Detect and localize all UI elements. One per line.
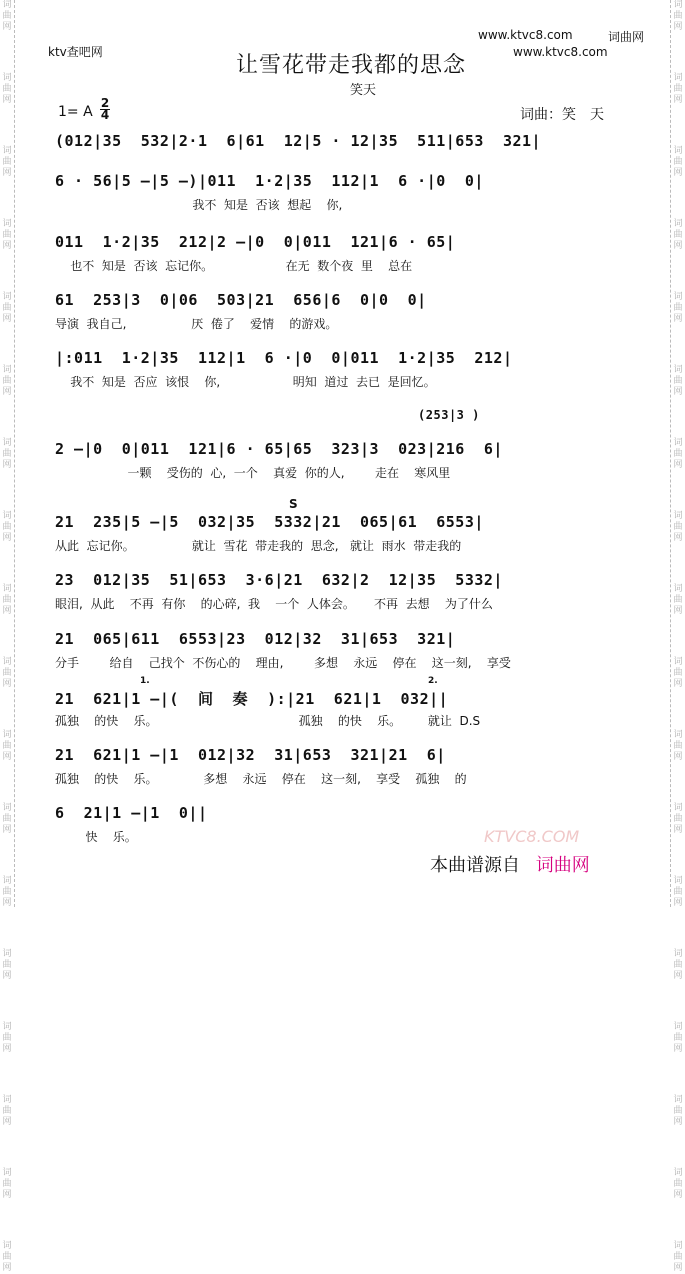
side-watermark-text: 词曲网 [2, 730, 12, 762]
lyrics-row: 也不 知是 否该 忘记你。 在无 数个夜 里 总在 [55, 259, 413, 273]
lyrics-row: 眼泪, 从此 不再 有你 的心碎, 我 一个 人体会。 不再 去想 为了什么 [55, 597, 493, 611]
side-watermark-text: 词曲网 [673, 1095, 683, 1127]
source-footer [430, 851, 590, 877]
notation-row: 2 –|0 0|011 121|6 · 65|65 323|3 023|216 6| [55, 440, 503, 458]
side-watermark-text: 词曲网 [2, 0, 12, 32]
lyrics-row: 一颗 受伤的 心, 一个 真爱 你的人, 走在 寒风里 [55, 466, 451, 480]
side-watermark-text: 词曲网 [2, 1168, 12, 1200]
side-watermark-text: 词曲网 [673, 511, 683, 543]
lyrics-row: 我不 知是 否应 该恨 你, 明知 道过 去已 是回忆。 [55, 375, 436, 389]
time-signature [100, 98, 110, 121]
source-footer-prefix: 本曲谱源自 [430, 855, 520, 876]
site-brand-1: 词曲网 [608, 30, 645, 44]
volta-1-mark: 1. [140, 676, 150, 686]
key-signature: 1= A [58, 104, 93, 120]
lyrics-row: 孤独 的快 乐。 孤独 的快 乐。 就让 D.S [55, 714, 481, 728]
side-watermark-text: 词曲网 [673, 219, 683, 251]
site-url-2: www.ktvc8.com [513, 45, 608, 59]
side-watermark-text: 词曲网 [673, 657, 683, 689]
side-watermark-text: 词曲网 [2, 1022, 12, 1054]
side-watermark-text: 词曲网 [2, 511, 12, 543]
right-watermark-strip [670, 0, 685, 1273]
side-watermark-text: 词曲网 [2, 1241, 12, 1273]
notation-row: 61 253|3 0|06 503|21 656|6 0|0 0| [55, 291, 427, 309]
notation-row: (253|3 ) [55, 408, 480, 422]
side-watermark-text: 词曲网 [2, 73, 12, 105]
side-watermark-text: 词曲网 [673, 1168, 683, 1200]
volta-2-mark: 2. [428, 676, 438, 686]
side-watermark-text: 词曲网 [2, 584, 12, 616]
segno-mark: S [289, 497, 298, 511]
side-watermark-text: 词曲网 [673, 1022, 683, 1054]
notation-row: 21 235|5 –|5 032|35 5332|21 065|61 6553| [55, 513, 484, 531]
side-watermark-text: 词曲网 [673, 876, 683, 908]
time-signature-numerator: 2 [100, 96, 110, 110]
notation-row: 6 21|1 –|1 0|| [55, 804, 208, 822]
side-watermark-text: 词曲网 [2, 1095, 12, 1127]
lyrics-row: 分手 给自 己找个 不伤心的 理由, 多想 永远 停在 这一刻, 享受 [55, 656, 511, 670]
source-footer-brand: 词曲网 [535, 855, 590, 876]
side-watermark-text: 词曲网 [673, 0, 683, 32]
notation-row: 21 065|611 6553|23 012|32 31|653 321| [55, 630, 456, 648]
notation-row: 21 621|1 –|( 间 奏 ):|21 621|1 032|| [55, 690, 449, 708]
singer-name: 笑天 [350, 83, 377, 98]
side-watermark-text: 词曲网 [2, 146, 12, 178]
lyrics-row: 孤独 的快 乐。 多想 永远 停在 这一刻, 享受 孤独 的 [55, 772, 467, 786]
notation-row: 6 · 56|5 –|5 –)|011 1·2|35 112|1 6 ·|0 0| [55, 172, 484, 190]
side-watermark-text: 词曲网 [2, 365, 12, 397]
ktvc8-watermark: KTVC8.COM [484, 827, 580, 846]
side-watermark-text: 词曲网 [673, 803, 683, 835]
side-watermark-text: 词曲网 [2, 876, 12, 908]
side-watermark-text: 词曲网 [673, 438, 683, 470]
side-watermark-text: 词曲网 [673, 949, 683, 981]
notation-row: 23 012|35 51|653 3·6|21 632|2 12|35 5332| [55, 571, 503, 589]
side-watermark-text: 词曲网 [2, 219, 12, 251]
notation-row: 21 621|1 –|1 012|32 31|653 321|21 6| [55, 746, 446, 764]
notation-row: 011 1·2|35 212|2 –|0 0|011 121|6 · 65| [55, 233, 456, 251]
lyricist-composer-credit: 词曲：笑 天 [520, 107, 604, 123]
side-watermark-text: 词曲网 [673, 73, 683, 105]
side-watermark-text: 词曲网 [673, 146, 683, 178]
lyrics-row: 导演 我自己, 厌 倦了 爱情 的游戏。 [55, 317, 338, 331]
lyrics-row: 我不 知是 否该 想起 你, [55, 198, 343, 212]
side-watermark-text: 词曲网 [673, 730, 683, 762]
side-watermark-text: 词曲网 [2, 657, 12, 689]
side-watermark-text: 词曲网 [673, 584, 683, 616]
site-url-1: www.ktvc8.com [478, 28, 573, 42]
left-watermark-strip [0, 0, 15, 1273]
side-watermark-text: 词曲网 [673, 1241, 683, 1273]
side-watermark-text: 词曲网 [2, 803, 12, 835]
side-watermark-text: 词曲网 [673, 292, 683, 324]
song-title: 让雪花带走我都的思念 [236, 53, 467, 78]
notation-row: (012|35 532|2·1 6|61 12|5 · 12|35 511|653 321| [55, 132, 542, 150]
side-watermark-text: 词曲网 [2, 949, 12, 981]
side-watermark-text: 词曲网 [2, 292, 12, 324]
time-signature-denominator: 4 [100, 108, 110, 122]
side-watermark-text: 词曲网 [2, 438, 12, 470]
lyrics-row: 快 乐。 [55, 830, 137, 844]
site-label: ktv查吧网 [48, 45, 103, 59]
notation-row: |:011 1·2|35 112|1 6 ·|0 0|011 1·2|35 212| [55, 349, 513, 367]
side-watermark-text: 词曲网 [673, 365, 683, 397]
lyrics-row: 从此 忘记你。 就让 雪花 带走我的 思念, 就让 雨水 带走我的 [55, 539, 462, 553]
